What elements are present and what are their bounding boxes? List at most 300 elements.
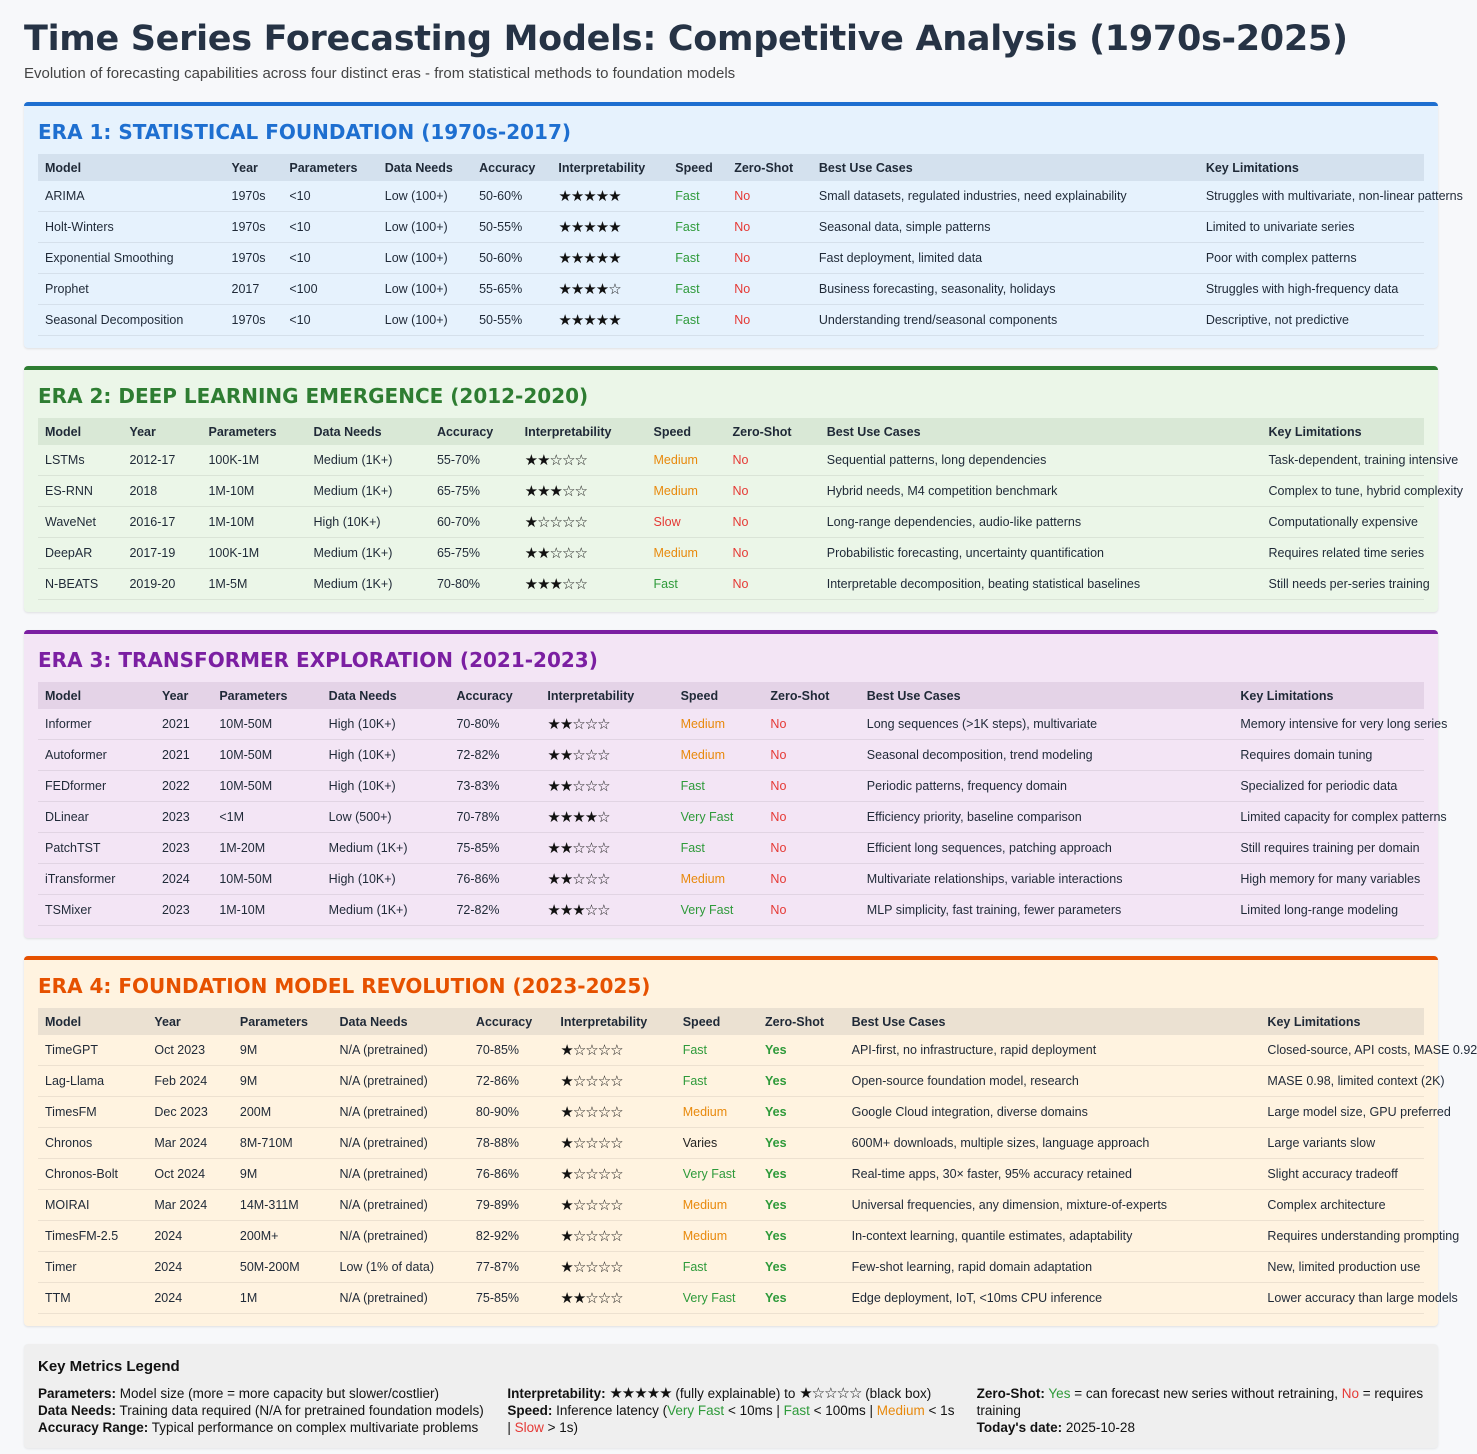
- cell-accuracy: 65-75%: [430, 538, 518, 569]
- cell-best-use-cases: Interpretable decomposition, beating statistical baselines: [820, 569, 1262, 600]
- legend-date-value: 2025-10-28: [1062, 1420, 1135, 1435]
- cell-parameters: <10: [282, 181, 377, 212]
- cell-key-limitations: Struggles with multivariate, non-linear patterns: [1199, 181, 1424, 212]
- cell-data-needs: N/A (pretrained): [333, 1159, 469, 1190]
- cell-speed: Medium: [647, 445, 726, 476]
- era-4-section: [24, 956, 1477, 1326]
- cell-data-needs: High (10K+): [322, 709, 450, 740]
- cell-parameters: 9M: [233, 1159, 333, 1190]
- cell-zero-shot: No: [763, 833, 859, 864]
- era-1-section: [24, 102, 1463, 348]
- column-header-parameters: Parameters: [212, 682, 321, 709]
- column-header-zero-shot: Zero-Shot: [726, 418, 820, 445]
- cell-parameters: <10: [282, 243, 377, 274]
- legend-speed-very-fast: Very Fast: [667, 1403, 725, 1418]
- cell-best-use-cases: In-context learning, quantile estimates, adaptability: [845, 1221, 1261, 1252]
- table-row: [38, 181, 1424, 212]
- cell-zero-shot: Yes: [758, 1159, 845, 1190]
- cell-best-use-cases: Fast deployment, limited data: [812, 243, 1199, 274]
- cell-parameters: 10M-50M: [212, 771, 321, 802]
- cell-year: 2017: [225, 274, 283, 305]
- cell-accuracy: 50-55%: [472, 212, 551, 243]
- cell-accuracy: 50-60%: [472, 181, 551, 212]
- legend-title: Key Metrics Legend: [38, 1358, 180, 1375]
- legend-speed-fast-text: < 100ms |: [809, 1403, 877, 1418]
- column-header-interpretability-stars: Interpretability: [551, 154, 668, 181]
- cell-interpretability-stars: ★★★☆☆: [518, 476, 647, 507]
- cell-year: 2024: [147, 1252, 233, 1283]
- cell-best-use-cases: Long-range dependencies, audio-like patterns: [820, 507, 1262, 538]
- cell-speed: Very Fast: [674, 802, 764, 833]
- cell-zero-shot: Yes: [758, 1252, 845, 1283]
- cell-model-name: PatchTST: [38, 833, 155, 864]
- legend-parameters-label: Parameters:: [38, 1386, 117, 1401]
- cell-year: 1970s: [225, 212, 283, 243]
- cell-accuracy: 79-89%: [469, 1190, 553, 1221]
- column-header-parameters: Parameters: [201, 418, 306, 445]
- cell-interpretability-stars: ★☆☆☆☆: [553, 1252, 675, 1283]
- column-header-interpretability-stars: Interpretability: [540, 682, 673, 709]
- cell-best-use-cases: Business forecasting, seasonality, holidays: [812, 274, 1199, 305]
- cell-data-needs: Low (100+): [378, 243, 472, 274]
- column-header-key-limitations: Key Limitations: [1233, 682, 1424, 709]
- column-header-key-limitations: Key Limitations: [1199, 154, 1424, 181]
- cell-key-limitations: Task-dependent, training intensive: [1262, 445, 1424, 476]
- cell-parameters: 8M-710M: [233, 1128, 333, 1159]
- cell-data-needs: N/A (pretrained): [333, 1221, 469, 1252]
- table-row: [38, 1252, 1424, 1283]
- cell-speed: Fast: [676, 1252, 758, 1283]
- cell-data-needs: High (10K+): [322, 740, 450, 771]
- cell-speed: Medium: [674, 740, 764, 771]
- table-row: [38, 709, 1424, 740]
- cell-model-name: Informer: [38, 709, 155, 740]
- cell-zero-shot: Yes: [758, 1221, 845, 1252]
- column-header-key-limitations: Key Limitations: [1262, 418, 1424, 445]
- cell-speed: Medium: [674, 864, 764, 895]
- column-header-zero-shot: Zero-Shot: [758, 1008, 845, 1035]
- cell-year: 2024: [147, 1221, 233, 1252]
- cell-zero-shot: No: [726, 476, 820, 507]
- cell-accuracy: 80-90%: [469, 1097, 553, 1128]
- column-header-year: Year: [225, 154, 283, 181]
- cell-best-use-cases: Small datasets, regulated industries, need explainability: [812, 181, 1199, 212]
- cell-parameters: 9M: [233, 1035, 333, 1066]
- cell-parameters: 1M: [233, 1283, 333, 1314]
- cell-zero-shot: No: [727, 305, 812, 336]
- cell-best-use-cases: Efficient long sequences, patching approach: [860, 833, 1234, 864]
- cell-speed: Fast: [674, 833, 764, 864]
- cell-data-needs: N/A (pretrained): [333, 1190, 469, 1221]
- cell-parameters: 1M-10M: [201, 507, 306, 538]
- table-row: [38, 1097, 1424, 1128]
- cell-data-needs: N/A (pretrained): [333, 1035, 469, 1066]
- table-row: [38, 802, 1424, 833]
- cell-year: 1970s: [225, 243, 283, 274]
- cell-data-needs: Low (100+): [378, 181, 472, 212]
- cell-model-name: LSTMs: [38, 445, 122, 476]
- cell-accuracy: 60-70%: [430, 507, 518, 538]
- cell-year: 1970s: [225, 181, 283, 212]
- cell-model-name: Lag-Llama: [38, 1066, 147, 1097]
- cell-best-use-cases: Probabilistic forecasting, uncertainty quantification: [820, 538, 1262, 569]
- cell-best-use-cases: Efficiency priority, baseline comparison: [860, 802, 1234, 833]
- cell-key-limitations: High memory for many variables: [1233, 864, 1424, 895]
- cell-interpretability-stars: ★★★★★: [551, 243, 668, 274]
- cell-model-name: Timer: [38, 1252, 147, 1283]
- cell-speed: Varies: [676, 1128, 758, 1159]
- cell-key-limitations: Large model size, GPU preferred: [1260, 1097, 1424, 1128]
- cell-key-limitations: MASE 0.98, limited context (2K): [1260, 1066, 1424, 1097]
- cell-model-name: ES-RNN: [38, 476, 122, 507]
- cell-model-name: MOIRAI: [38, 1190, 147, 1221]
- cell-data-needs: N/A (pretrained): [333, 1283, 469, 1314]
- cell-zero-shot: Yes: [758, 1097, 845, 1128]
- cell-key-limitations: New, limited production use: [1260, 1252, 1424, 1283]
- cell-model-name: TTM: [38, 1283, 147, 1314]
- table-row: [38, 507, 1424, 538]
- column-header-best-use-cases: Best Use Cases: [820, 418, 1262, 445]
- cell-model-name: Prophet: [38, 274, 225, 305]
- legend-data-needs-text: Training data required (N/A for pretrained foundation models): [116, 1403, 484, 1418]
- cell-interpretability-stars: ★★★★★: [551, 305, 668, 336]
- cell-data-needs: Medium (1K+): [322, 895, 450, 926]
- legend-speed-medium-text: < 1s |: [507, 1403, 955, 1435]
- cell-parameters: 10M-50M: [212, 864, 321, 895]
- cell-parameters: 50M-200M: [233, 1252, 333, 1283]
- cell-accuracy: 55-65%: [472, 274, 551, 305]
- cell-best-use-cases: API-first, no infrastructure, rapid deployment: [845, 1035, 1261, 1066]
- cell-zero-shot: No: [763, 895, 859, 926]
- cell-accuracy: 55-70%: [430, 445, 518, 476]
- legend-column-1: [38, 1385, 485, 1436]
- legend-accuracy-label: Accuracy Range:: [38, 1420, 149, 1435]
- cell-key-limitations: Computationally expensive: [1262, 507, 1424, 538]
- cell-data-needs: Low (1% of data): [333, 1252, 469, 1283]
- legend-zero-shot-label: Zero-Shot:: [976, 1386, 1045, 1401]
- page-subtitle: Evolution of forecasting capabilities across four distinct eras - from statistical methods to foundation models: [24, 65, 736, 82]
- cell-interpretability-stars: ★★☆☆☆: [540, 833, 673, 864]
- column-header-model-name: Model: [38, 418, 122, 445]
- cell-speed: Medium: [674, 709, 764, 740]
- cell-zero-shot: Yes: [758, 1283, 845, 1314]
- cell-year: Mar 2024: [147, 1128, 233, 1159]
- cell-accuracy: 78-88%: [469, 1128, 553, 1159]
- table-row: [38, 305, 1424, 336]
- cell-speed: Fast: [676, 1066, 758, 1097]
- cell-best-use-cases: Google Cloud integration, diverse domains: [845, 1097, 1261, 1128]
- cell-accuracy: 65-75%: [430, 476, 518, 507]
- era-3-heading: ERA 3: TRANSFORMER EXPLORATION (2021-2023): [38, 648, 598, 672]
- table-row: [38, 1283, 1424, 1314]
- cell-model-name: TimesFM: [38, 1097, 147, 1128]
- cell-year: Mar 2024: [147, 1190, 233, 1221]
- cell-zero-shot: Yes: [758, 1190, 845, 1221]
- column-header-year: Year: [122, 418, 201, 445]
- column-header-parameters: Parameters: [282, 154, 377, 181]
- cell-key-limitations: Descriptive, not predictive: [1199, 305, 1424, 336]
- cell-year: 2023: [155, 833, 212, 864]
- cell-data-needs: Low (100+): [378, 274, 472, 305]
- legend-parameters-text: Model size (more = more capacity but slower/costlier): [116, 1386, 440, 1401]
- cell-year: 2021: [155, 709, 212, 740]
- legend-speed-very-fast-text: < 10ms |: [724, 1403, 784, 1418]
- cell-model-name: WaveNet: [38, 507, 122, 538]
- cell-key-limitations: Complex to tune, hybrid complexity: [1262, 476, 1424, 507]
- cell-accuracy: 76-86%: [449, 864, 540, 895]
- cell-data-needs: Low (100+): [378, 305, 472, 336]
- cell-parameters: 100K-1M: [201, 445, 306, 476]
- cell-accuracy: 72-82%: [449, 895, 540, 926]
- cell-speed: Fast: [668, 243, 727, 274]
- cell-interpretability-stars: ★★☆☆☆: [540, 709, 673, 740]
- column-header-zero-shot: Zero-Shot: [727, 154, 812, 181]
- cell-year: 2024: [155, 864, 212, 895]
- cell-best-use-cases: 600M+ downloads, multiple sizes, language approach: [845, 1128, 1261, 1159]
- cell-accuracy: 76-86%: [469, 1159, 553, 1190]
- cell-zero-shot: No: [726, 445, 820, 476]
- cell-speed: Very Fast: [676, 1283, 758, 1314]
- cell-zero-shot: No: [726, 507, 820, 538]
- table-row: [38, 740, 1424, 771]
- cell-key-limitations: Limited long-range modeling: [1233, 895, 1424, 926]
- legend-speed-medium: Medium: [876, 1403, 925, 1418]
- cell-parameters: 1M-20M: [212, 833, 321, 864]
- era-3-table: [38, 682, 1448, 926]
- legend-interp-high-text: (fully explainable) to: [671, 1386, 800, 1401]
- cell-interpretability-stars: ★★☆☆☆: [540, 771, 673, 802]
- column-header-parameters: Parameters: [233, 1008, 333, 1035]
- legend-zero-no-text: = requires training: [976, 1386, 1424, 1418]
- table-row: [38, 569, 1424, 600]
- legend-zero-yes: Yes: [1048, 1386, 1071, 1401]
- cell-speed: Fast: [647, 569, 726, 600]
- cell-best-use-cases: Seasonal data, simple patterns: [812, 212, 1199, 243]
- cell-zero-shot: No: [726, 538, 820, 569]
- cell-data-needs: High (10K+): [322, 864, 450, 895]
- cell-key-limitations: Struggles with high-frequency data: [1199, 274, 1424, 305]
- cell-year: Oct 2024: [147, 1159, 233, 1190]
- cell-speed: Fast: [676, 1035, 758, 1066]
- cell-key-limitations: Large variants slow: [1260, 1128, 1424, 1159]
- table-header-row: [38, 418, 1424, 445]
- cell-parameters: 100K-1M: [201, 538, 306, 569]
- page-title: Time Series Forecasting Models: Competitive Analysis (1970s-2025): [24, 19, 1348, 59]
- cell-data-needs: Low (500+): [322, 802, 450, 833]
- legend-speed-intro: Inference latency (: [552, 1403, 668, 1418]
- table-row: [38, 771, 1424, 802]
- cell-data-needs: N/A (pretrained): [333, 1128, 469, 1159]
- cell-zero-shot: No: [763, 740, 859, 771]
- column-header-model-name: Model: [38, 682, 155, 709]
- cell-model-name: Chronos: [38, 1128, 147, 1159]
- cell-best-use-cases: Few-shot learning, rapid domain adaptation: [845, 1252, 1261, 1283]
- cell-interpretability-stars: ★★★★★: [551, 212, 668, 243]
- column-header-key-limitations: Key Limitations: [1260, 1008, 1424, 1035]
- cell-data-needs: N/A (pretrained): [333, 1097, 469, 1128]
- cell-speed: Fast: [668, 181, 727, 212]
- cell-model-name: iTransformer: [38, 864, 155, 895]
- cell-interpretability-stars: ★★★☆☆: [540, 895, 673, 926]
- cell-data-needs: High (10K+): [307, 507, 430, 538]
- legend-speed-label: Speed:: [507, 1403, 553, 1418]
- era-4-table: [38, 1008, 1477, 1314]
- cell-key-limitations: Memory intensive for very long series: [1233, 709, 1424, 740]
- cell-interpretability-stars: ★☆☆☆☆: [553, 1097, 675, 1128]
- column-header-interpretability-stars: Interpretability: [553, 1008, 675, 1035]
- cell-best-use-cases: Edge deployment, IoT, <10ms CPU inference: [845, 1283, 1261, 1314]
- cell-key-limitations: Poor with complex patterns: [1199, 243, 1424, 274]
- era-2-table: [38, 418, 1464, 600]
- legend-speed-slow-text: > 1s): [543, 1420, 578, 1435]
- cell-zero-shot: No: [763, 864, 859, 895]
- cell-parameters: <10: [282, 212, 377, 243]
- column-header-year: Year: [155, 682, 212, 709]
- cell-accuracy: 77-87%: [469, 1252, 553, 1283]
- cell-zero-shot: No: [726, 569, 820, 600]
- cell-data-needs: High (10K+): [322, 771, 450, 802]
- legend-speed-slow: Slow: [514, 1420, 544, 1435]
- cell-year: 2024: [147, 1283, 233, 1314]
- cell-speed: Slow: [647, 507, 726, 538]
- era-1-heading: ERA 1: STATISTICAL FOUNDATION (1970s-2017): [38, 120, 572, 144]
- cell-zero-shot: No: [763, 771, 859, 802]
- cell-accuracy: 75-85%: [449, 833, 540, 864]
- cell-zero-shot: No: [727, 274, 812, 305]
- cell-best-use-cases: Periodic patterns, frequency domain: [860, 771, 1234, 802]
- table-row: [38, 833, 1424, 864]
- cell-parameters: 10M-50M: [212, 740, 321, 771]
- cell-model-name: TSMixer: [38, 895, 155, 926]
- cell-speed: Very Fast: [674, 895, 764, 926]
- table-row: [38, 1190, 1424, 1221]
- cell-best-use-cases: MLP simplicity, fast training, fewer parameters: [860, 895, 1234, 926]
- cell-data-needs: Medium (1K+): [307, 445, 430, 476]
- cell-model-name: Exponential Smoothing: [38, 243, 225, 274]
- cell-parameters: <10: [282, 305, 377, 336]
- cell-model-name: Seasonal Decomposition: [38, 305, 225, 336]
- cell-interpretability-stars: ★★★★☆: [551, 274, 668, 305]
- cell-speed: Medium: [647, 538, 726, 569]
- cell-data-needs: Low (100+): [378, 212, 472, 243]
- cell-data-needs: Medium (1K+): [307, 569, 430, 600]
- table-row: [38, 1035, 1424, 1066]
- cell-key-limitations: Limited capacity for complex patterns: [1233, 802, 1424, 833]
- cell-interpretability-stars: ★☆☆☆☆: [553, 1035, 675, 1066]
- cell-speed: Medium: [676, 1097, 758, 1128]
- era-2-section: [24, 366, 1464, 612]
- column-header-speed: Speed: [676, 1008, 758, 1035]
- cell-speed: Medium: [676, 1221, 758, 1252]
- table-row: [38, 243, 1424, 274]
- cell-zero-shot: No: [763, 709, 859, 740]
- cell-year: 2022: [155, 771, 212, 802]
- cell-key-limitations: Specialized for periodic data: [1233, 771, 1424, 802]
- cell-interpretability-stars: ★★★★★: [551, 181, 668, 212]
- column-header-data-needs: Data Needs: [378, 154, 472, 181]
- cell-speed: Fast: [668, 274, 727, 305]
- cell-year: 2018: [122, 476, 201, 507]
- cell-best-use-cases: Hybrid needs, M4 competition benchmark: [820, 476, 1262, 507]
- cell-accuracy: 50-60%: [472, 243, 551, 274]
- cell-key-limitations: Requires related time series: [1262, 538, 1424, 569]
- cell-speed: Medium: [676, 1190, 758, 1221]
- cell-key-limitations: Slight accuracy tradeoff: [1260, 1159, 1424, 1190]
- table-header-row: [38, 682, 1424, 709]
- cell-interpretability-stars: ★★☆☆☆: [540, 740, 673, 771]
- cell-accuracy: 70-78%: [449, 802, 540, 833]
- column-header-accuracy: Accuracy: [430, 418, 518, 445]
- cell-zero-shot: No: [763, 802, 859, 833]
- cell-best-use-cases: Multivariate relationships, variable interactions: [860, 864, 1234, 895]
- cell-zero-shot: No: [727, 243, 812, 274]
- cell-key-limitations: Still requires training per domain: [1233, 833, 1424, 864]
- cell-best-use-cases: Understanding trend/seasonal components: [812, 305, 1199, 336]
- cell-model-name: N-BEATS: [38, 569, 122, 600]
- column-header-year: Year: [147, 1008, 233, 1035]
- one-star-icon: ★☆☆☆☆: [799, 1385, 862, 1402]
- cell-zero-shot: No: [727, 212, 812, 243]
- legend-speed: [507, 1402, 954, 1436]
- table-row: [38, 538, 1424, 569]
- cell-interpretability-stars: ★★☆☆☆: [518, 445, 647, 476]
- cell-interpretability-stars: ★☆☆☆☆: [553, 1190, 675, 1221]
- column-header-model-name: Model: [38, 1008, 147, 1035]
- column-header-interpretability-stars: Interpretability: [518, 418, 647, 445]
- cell-model-name: FEDformer: [38, 771, 155, 802]
- cell-accuracy: 70-85%: [469, 1035, 553, 1066]
- cell-model-name: DLinear: [38, 802, 155, 833]
- column-header-speed: Speed: [647, 418, 726, 445]
- cell-data-needs: Medium (1K+): [307, 476, 430, 507]
- cell-key-limitations: Still needs per-series training: [1262, 569, 1424, 600]
- table-row: [38, 1128, 1424, 1159]
- cell-year: 2023: [155, 895, 212, 926]
- cell-model-name: TimesFM-2.5: [38, 1221, 147, 1252]
- cell-speed: Medium: [647, 476, 726, 507]
- column-header-best-use-cases: Best Use Cases: [812, 154, 1199, 181]
- cell-model-name: ARIMA: [38, 181, 225, 212]
- cell-year: 2012-17: [122, 445, 201, 476]
- table-row: [38, 212, 1424, 243]
- cell-interpretability-stars: ★★☆☆☆: [553, 1283, 675, 1314]
- cell-parameters: 9M: [233, 1066, 333, 1097]
- column-header-data-needs: Data Needs: [322, 682, 450, 709]
- legend-column-2: [507, 1385, 954, 1436]
- cell-model-name: Autoformer: [38, 740, 155, 771]
- cell-interpretability-stars: ★★★★☆: [540, 802, 673, 833]
- cell-interpretability-stars: ★☆☆☆☆: [553, 1128, 675, 1159]
- cell-accuracy: 73-83%: [449, 771, 540, 802]
- cell-model-name: Chronos-Bolt: [38, 1159, 147, 1190]
- legend-speed-fast: Fast: [783, 1403, 810, 1418]
- column-header-model-name: Model: [38, 154, 225, 181]
- table-row: [38, 1066, 1424, 1097]
- cell-parameters: 1M-10M: [212, 895, 321, 926]
- cell-data-needs: N/A (pretrained): [333, 1066, 469, 1097]
- cell-year: 2019-20: [122, 569, 201, 600]
- cell-accuracy: 72-82%: [449, 740, 540, 771]
- legend-interpretability: [507, 1385, 954, 1402]
- table-row: [38, 895, 1424, 926]
- column-header-speed: Speed: [668, 154, 727, 181]
- legend-data-needs: [38, 1402, 485, 1419]
- cell-parameters: 200M+: [233, 1221, 333, 1252]
- column-header-data-needs: Data Needs: [333, 1008, 469, 1035]
- cell-year: 2021: [155, 740, 212, 771]
- cell-model-name: DeepAR: [38, 538, 122, 569]
- cell-best-use-cases: Open-source foundation model, research: [845, 1066, 1261, 1097]
